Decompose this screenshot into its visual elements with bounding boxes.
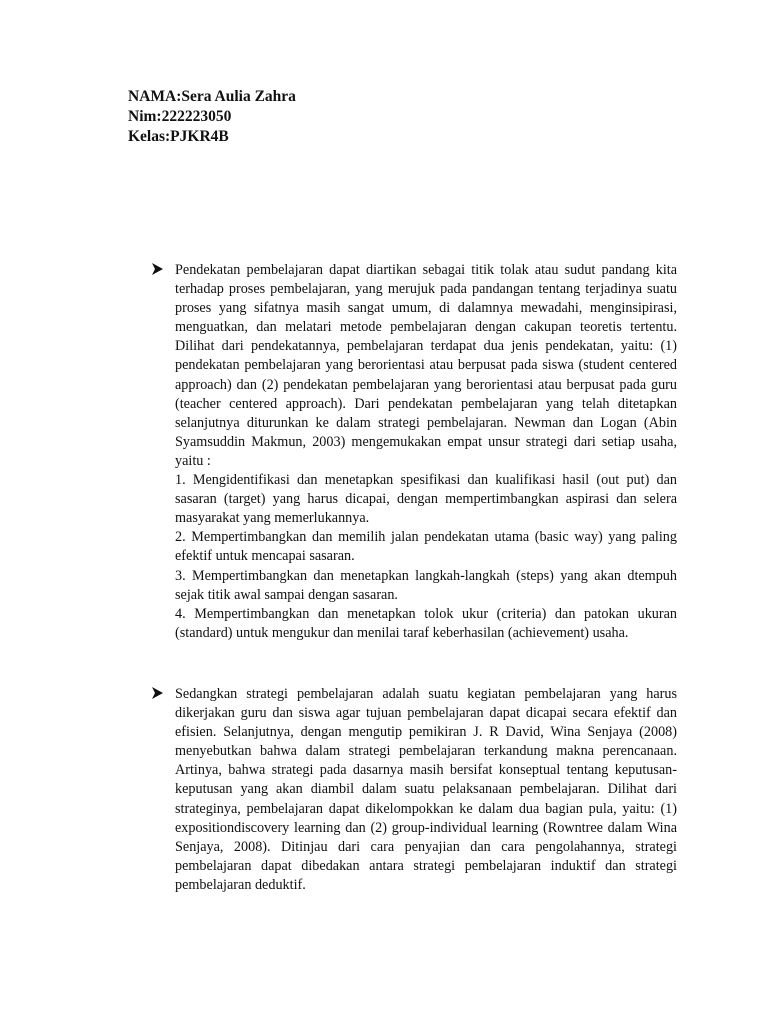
paragraph-text: Sedangkan strategi pembelajaran adalah suatu kegiatan pembelajaran yang harus dikerjakan guru dan siswa agar tujuan pembelajaran dapat dicapai secara efektif dan efisien. Selanjutnya, dengan mengutip pemikiran J. R David, Wina Senjaya (2008) menyebutkan bahwa dalam strategi pembelajaran terkandung makna perencanaan. Artinya, bahwa strategi pada dasarnya masih bersifat konseptual tentang keputusan-keputusan yang akan diambil dalam suatu pelaksanaan pembelajaran. Dilihat dari strateginya, pembelajaran dapat dikelompokkan ke dalam dua bagian pula, yaitu: (1) expositiondiscovery learning dan (2) group-individual learning (Rowntree dalam Wina Senjaya, 2008). Ditinjau dari cara penyajian dan cara pengolahannya, strategi pembelajaran dapat dibedakan antara strategi pembelajaran induktif dan strategi pembelajaran deduktif.: [175, 686, 677, 893]
bullet-body: [175, 685, 677, 895]
numbered-item-3: 3. Mempertimbangkan dan menetapkan langkah-langkah (steps) yang akan dtempuh sejak titik awal sampai dengan sasaran.: [175, 567, 677, 603]
bullet-body: [175, 261, 677, 643]
bullet-item-strategy: [150, 685, 677, 895]
student-nim: Nim:222223050: [128, 108, 232, 125]
student-class: Kelas:PJKR4B: [128, 128, 229, 145]
student-name: NAMA:Sera Aulia Zahra: [128, 88, 296, 105]
paragraph-text: Pendekatan pembelajaran dapat diartikan sebagai titik tolak atau sudut pandang kita terhadap proses pembelajaran, yang merujuk pada pandangan tentang terjadinya suatu proses yang sifatnya masih sangat umum, di dalamnya mewadahi, menginsipirasi, menguatkan, dan melatari metode pembelajaran dengan cakupan teoretis tertentu. Dilihat dari pendekatannya, pembelajaran terdapat dua jenis pendekatan, yaitu: (1) pendekatan pembelajaran yang berorientasi atau berpusat pada siswa (student centered approach) dan (2) pendekatan pembelajaran yang berorientasi atau berpusat pada guru (teacher centered approach). Dari pendekatan pembelajaran yang telah ditetapkan selanjutnya diturunkan ke dalam strategi pembelajaran. Newman dan Logan (Abin Syamsuddin Makmun, 2003) mengemukakan empat unsur strategi dari setiap usaha, yaitu :: [175, 262, 677, 469]
bullet-item-approach: [150, 261, 677, 643]
arrow-bullet-icon: [150, 686, 164, 700]
student-header: [128, 87, 296, 147]
numbered-item-2: 2. Mempertimbangkan dan memilih jalan pendekatan utama (basic way) yang paling efektif untuk mencapai sasaran.: [175, 529, 677, 565]
numbered-item-1: 1. Mengidentifikasi dan menetapkan spesifikasi dan kualifikasi hasil (out put) dan sasaran (target) yang harus dicapai, dengan mempertimbangkan aspirasi dan selera masyarakat yang memerlukannya.: [175, 472, 677, 527]
arrow-bullet-icon: [150, 262, 164, 276]
numbered-item-4: 4. Mempertimbangkan dan menetapkan tolok ukur (criteria) dan patokan ukuran (standard) untuk mengukur dan menilai taraf keberhasilan (achievement) usaha.: [175, 605, 677, 641]
